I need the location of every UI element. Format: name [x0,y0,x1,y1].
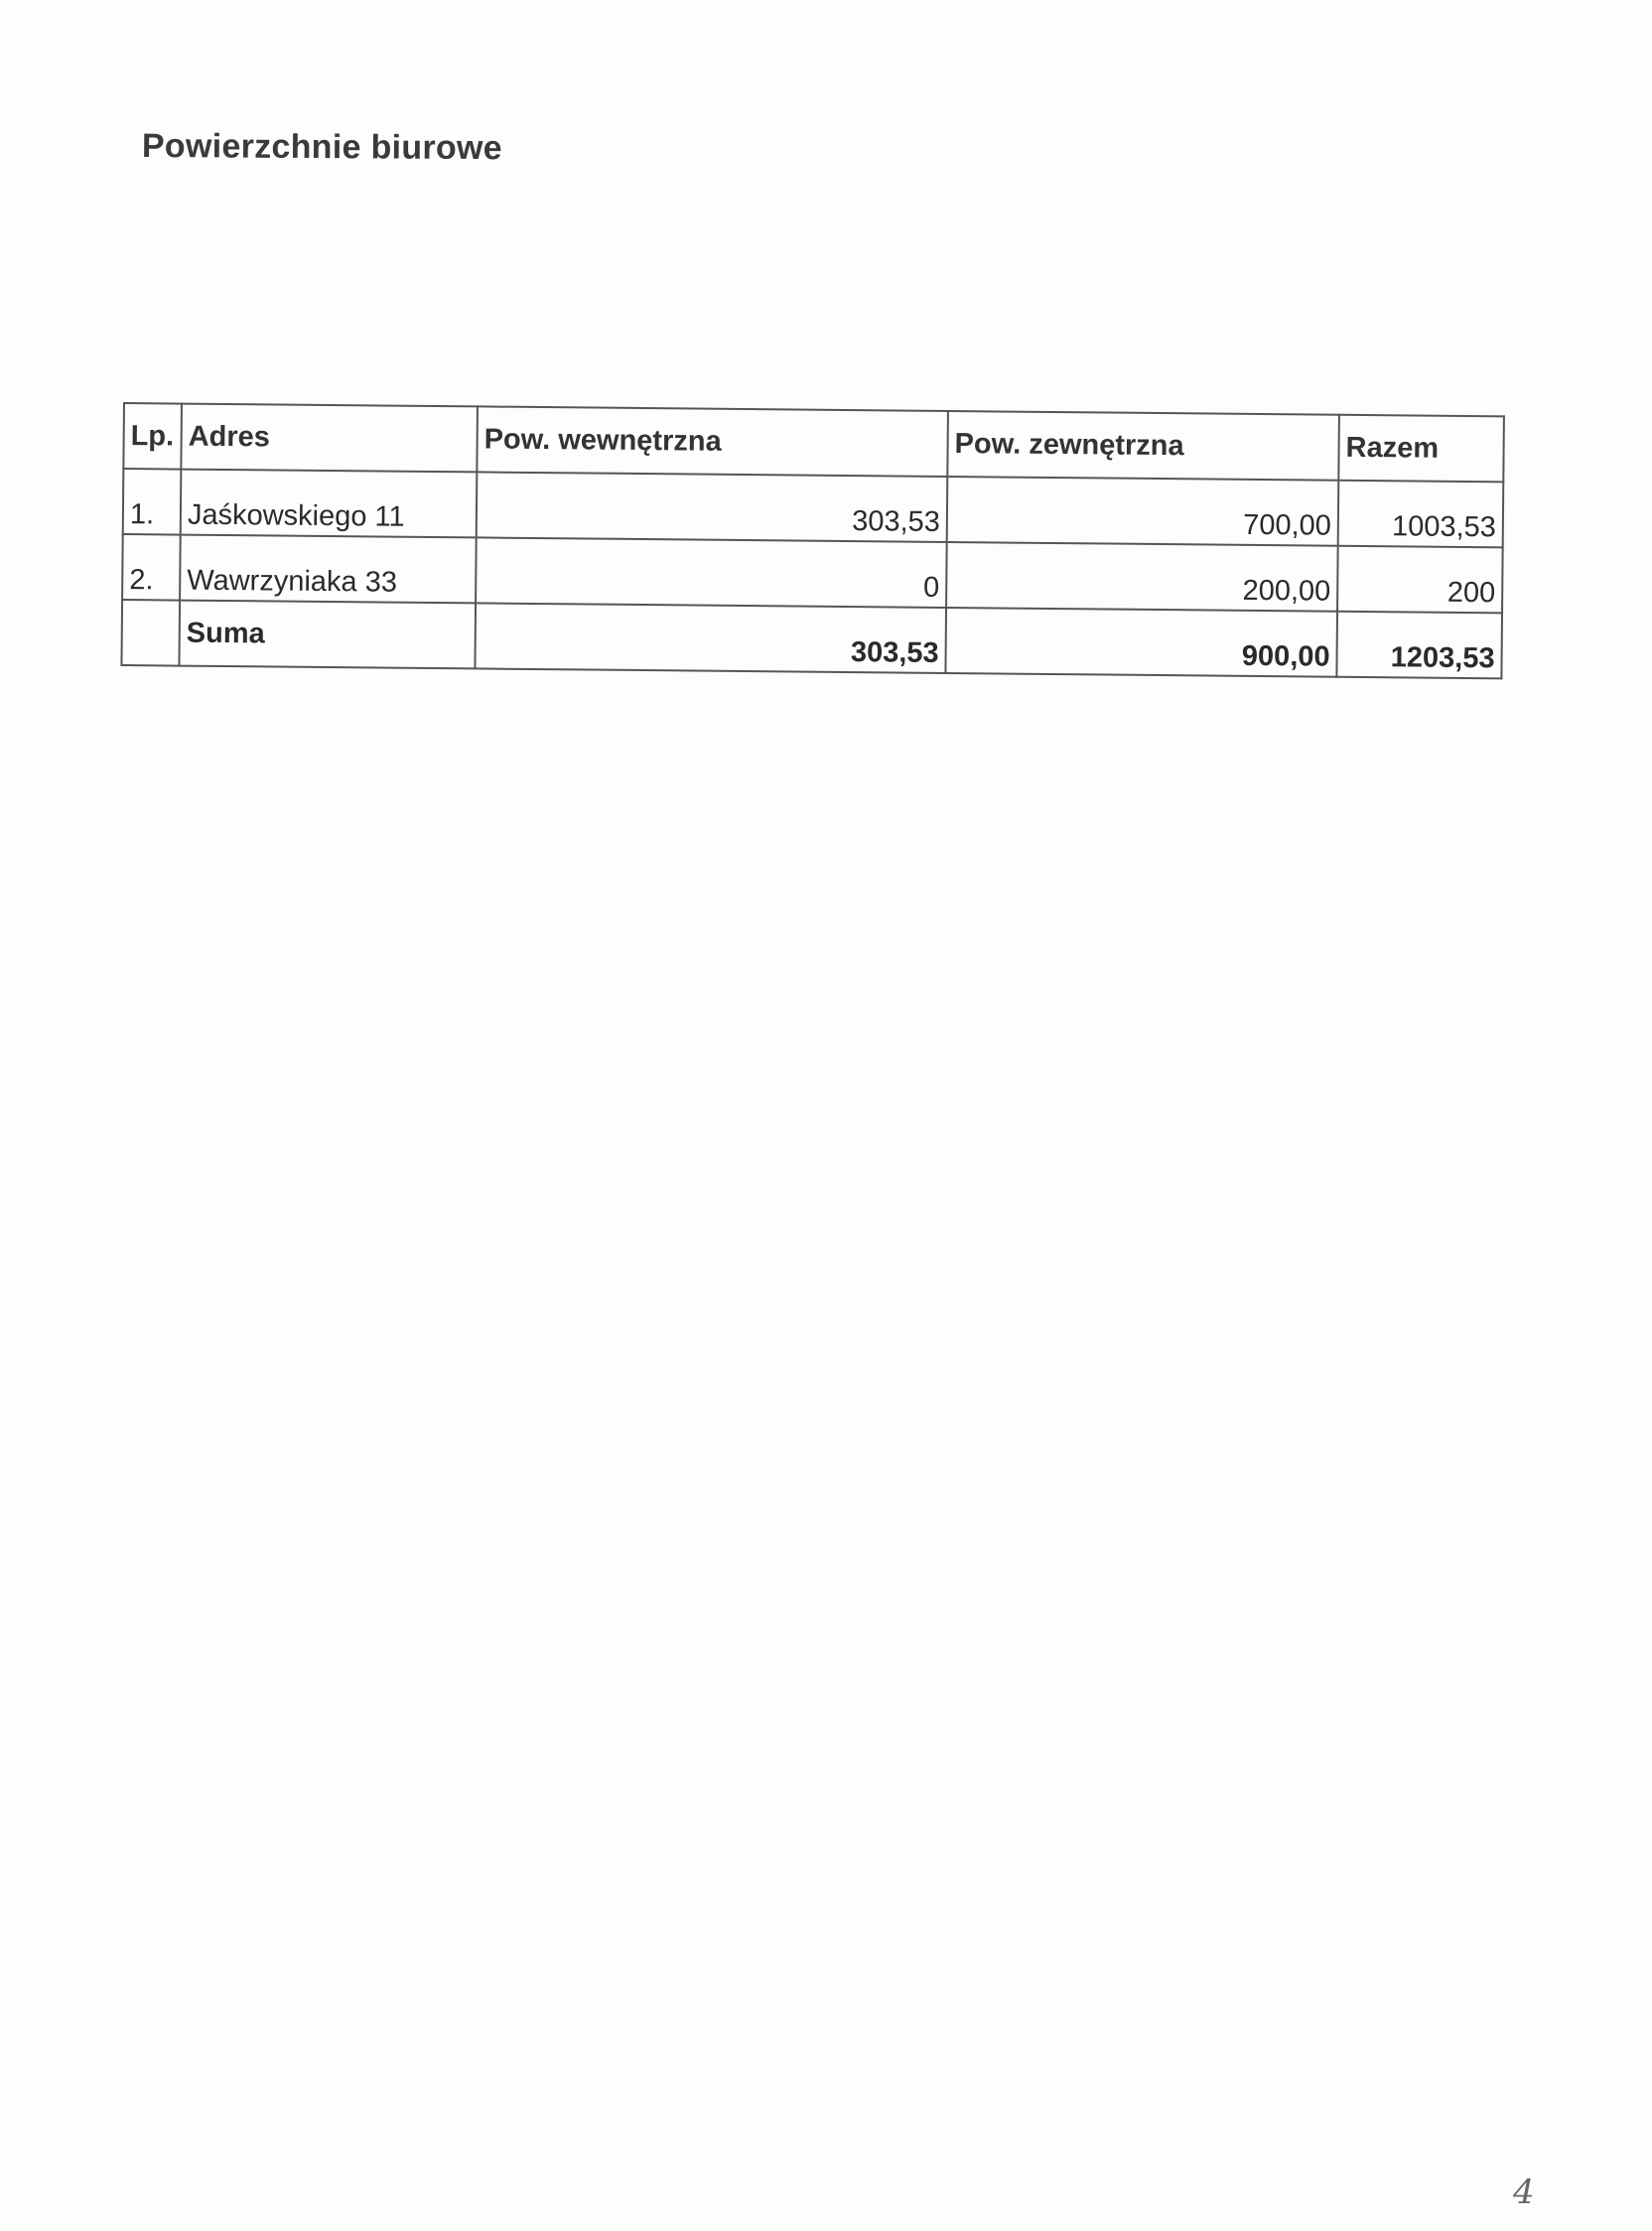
cell-pow-zewnetrzna: 200,00 [946,542,1338,612]
cell-razem: 200 [1337,546,1503,614]
cell-sum-label: Suma [179,601,476,669]
page-number: 4 [1513,2172,1535,2212]
cell-pow-wewnetrzna: 303,53 [477,472,948,542]
cell-sum-razem: 1203,53 [1336,612,1502,679]
header-pow-wewnetrzna: Pow. wewnętrzna [477,406,948,477]
office-area-table [120,402,1504,679]
table-container [120,402,1504,679]
cell-sum-wewnetrzna: 303,53 [475,603,946,673]
cell-sum-zewnetrzna: 900,00 [945,608,1337,677]
cell-lp: 1. [123,469,182,535]
cell-pow-wewnetrzna: 0 [476,537,947,608]
cell-lp [121,600,180,666]
page-title: Powierzchnie biurowe [141,127,503,168]
cell-adres: Wawrzyniaka 33 [180,535,477,604]
cell-pow-zewnetrzna: 700,00 [947,477,1339,546]
cell-lp: 2. [122,534,181,601]
header-razem: Razem [1338,415,1504,483]
header-adres: Adres [181,404,478,473]
cell-adres: Jaśkowskiego 11 [181,470,478,538]
cell-razem: 1003,53 [1338,481,1504,548]
header-lp: Lp. [123,403,182,470]
table-sum-row [121,600,1502,678]
header-pow-zewnetrzna: Pow. zewnętrzna [947,411,1339,481]
